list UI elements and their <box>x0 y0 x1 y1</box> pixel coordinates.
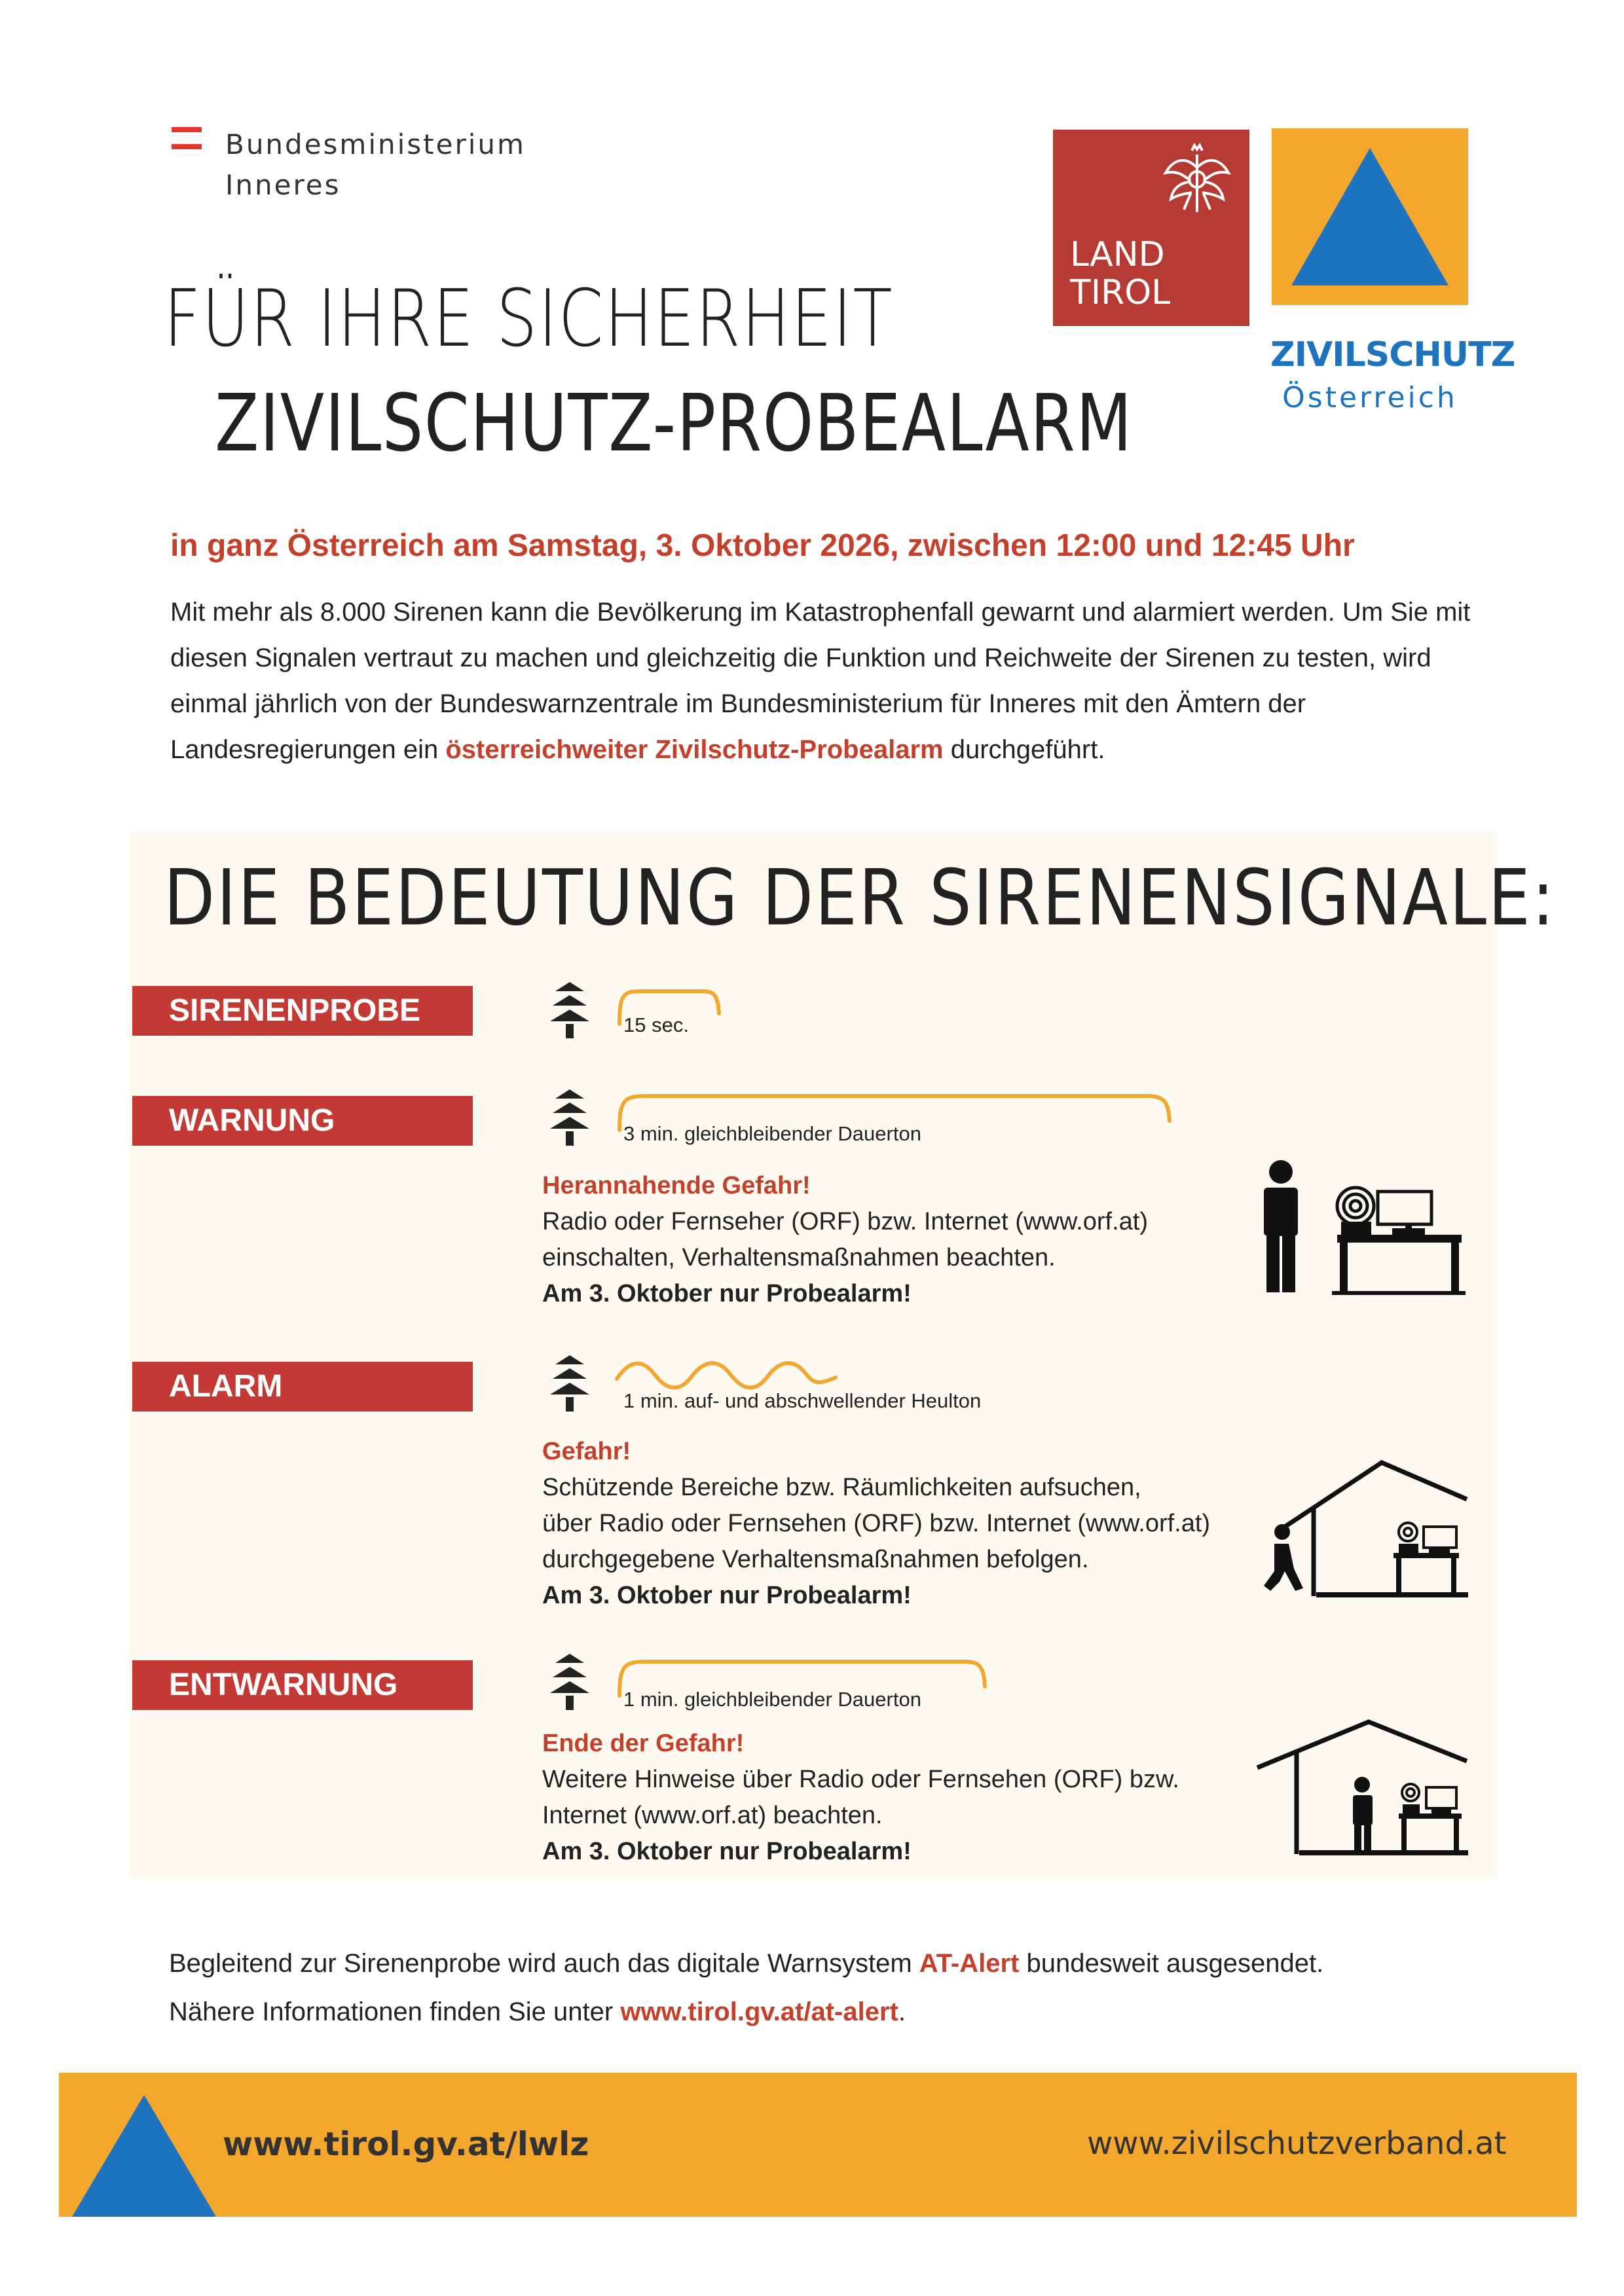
footer-line2-end: . <box>898 1997 906 2026</box>
signal-label-entwarnung: ENTWARNUNG <box>132 1660 473 1710</box>
at-alert-link[interactable]: www.tirol.gv.at/at-alert <box>620 1997 898 2026</box>
alarm-note: Am 3. Oktober nur Probealarm! <box>542 1582 912 1609</box>
signal-description-warnung <box>542 1168 1263 1312</box>
footer-line2 <box>169 1988 1323 2036</box>
zivilschutz-logo <box>1272 128 1468 305</box>
entwarnung-note: Am 3. Oktober nur Probealarm! <box>542 1838 912 1865</box>
intro-highlight: österreichweiter Zivilschutz-Probealarm <box>445 735 944 764</box>
zivilschutz-url-link[interactable]: www.zivilschutzverband.at <box>1087 2125 1507 2162</box>
page-title-line1: FÜR IHRE SICHERHEIT <box>164 274 894 365</box>
entwarnung-line2: Internet (www.orf.at) beachten. <box>542 1802 883 1829</box>
siren-icon <box>544 982 596 1041</box>
tirol-line1: LAND <box>1070 235 1165 274</box>
intro-part1: Mit mehr als 8.000 Sirenen kann die Bevölkerung im Katastrophenfall gewarnt und alarmiert werden. Um Sie mit diesen Signalen vertraut zu machen und gleichzeitig die Funktion und Reichweite der Sirenen zu testen, wird einmal jährlich von der Bundeswarnzentrale im Bundesministerium für Inneres mit den Ämtern der Landesregierungen ein <box>170 598 1471 764</box>
signal-label-warnung: WARNUNG <box>132 1096 473 1146</box>
footer-info <box>169 1939 1323 2036</box>
at-alert-highlight: AT-Alert <box>919 1949 1020 1978</box>
ministry-line2: Inneres <box>225 169 341 201</box>
alarm-heading: Gefahr! <box>542 1438 631 1465</box>
footer-line1-text: Begleitend zur Sirenenprobe wird auch das digitale Warnsystem <box>169 1949 919 1978</box>
footer-line1 <box>169 1939 1323 1988</box>
entwarnung-heading: Ende der Gefahr! <box>542 1730 745 1757</box>
date-line: in ganz Österreich am Samstag, 3. Oktober 2026, zwischen 12:00 und 12:45 Uhr <box>170 528 1355 563</box>
warnung-line1: Radio oder Fernseher (ORF) bzw. Internet (www.orf.at) <box>542 1208 1148 1235</box>
signal-caption-entwarnung: 1 min. gleichbleibender Dauerton <box>623 1688 921 1711</box>
warnung-line2: einschalten, Verhaltensmaßnahmen beachten. <box>542 1244 1056 1271</box>
signal-caption-sirenenprobe: 15 sec. <box>623 1013 689 1036</box>
page-title-line2: ZIVILSCHUTZ-PROBEALARM <box>215 378 1133 469</box>
alarm-line1: Schützende Bereiche bzw. Räumlichkeiten aufsuchen, <box>542 1474 1141 1501</box>
tirol-eagle-icon <box>1158 141 1236 220</box>
intro-paragraph <box>170 589 1473 773</box>
intro-part2: durchgeführt. <box>943 735 1105 764</box>
warnung-heading: Herannahende Gefahr! <box>542 1172 811 1199</box>
zivilschutz-country: Österreich <box>1282 381 1458 414</box>
zivilschutz-name: ZIVILSCHUTZ <box>1270 335 1515 374</box>
signal-caption-alarm: 1 min. auf- und abschwellender Heulton <box>623 1389 982 1412</box>
footer-line2-text: Nähere Informationen finden Sie unter <box>169 1997 621 2026</box>
blue-triangle-icon <box>72 2095 216 2217</box>
tirol-line2: TIROL <box>1070 273 1171 312</box>
entwarnung-line1: Weitere Hinweise über Radio oder Fernsehen (ORF) bzw. <box>542 1766 1179 1793</box>
signal-wave-alarm <box>613 1355 849 1394</box>
austria-flag-icon <box>172 127 202 153</box>
siren-icon <box>544 1355 596 1414</box>
person-entering-house-illustration <box>1251 1453 1473 1604</box>
signal-description-entwarnung <box>542 1726 1263 1870</box>
person-inside-house-illustration <box>1251 1715 1473 1859</box>
ministry-logo-text <box>225 124 526 206</box>
signals-title: DIE BEDEUTUNG DER SIRENENSIGNALE: <box>164 852 1557 943</box>
warnung-note: Am 3. Oktober nur Probealarm! <box>542 1280 912 1307</box>
footer-line1-end: bundesweit ausgesendet. <box>1019 1949 1324 1978</box>
alarm-line3: durchgegebene Verhaltensmaßnahmen befolgen. <box>542 1546 1089 1573</box>
siren-icon <box>544 1654 596 1713</box>
signal-description-alarm <box>542 1434 1263 1614</box>
ministry-line1: Bundesministerium <box>225 128 526 160</box>
alarm-line2: über Radio oder Fernsehen (ORF) bzw. Internet (www.orf.at) <box>542 1510 1211 1537</box>
person-radio-tv-illustration <box>1244 1155 1467 1299</box>
signal-caption-warnung: 3 min. gleichbleibender Dauerton <box>623 1122 921 1145</box>
land-tirol-logo <box>1053 130 1249 326</box>
signal-label-sirenenprobe: SIRENENPROBE <box>132 986 473 1036</box>
blue-triangle-icon <box>1272 128 1468 305</box>
tirol-url-link[interactable]: www.tirol.gv.at/lwlz <box>223 2125 589 2163</box>
siren-icon <box>544 1089 596 1148</box>
signal-label-alarm: ALARM <box>132 1362 473 1412</box>
